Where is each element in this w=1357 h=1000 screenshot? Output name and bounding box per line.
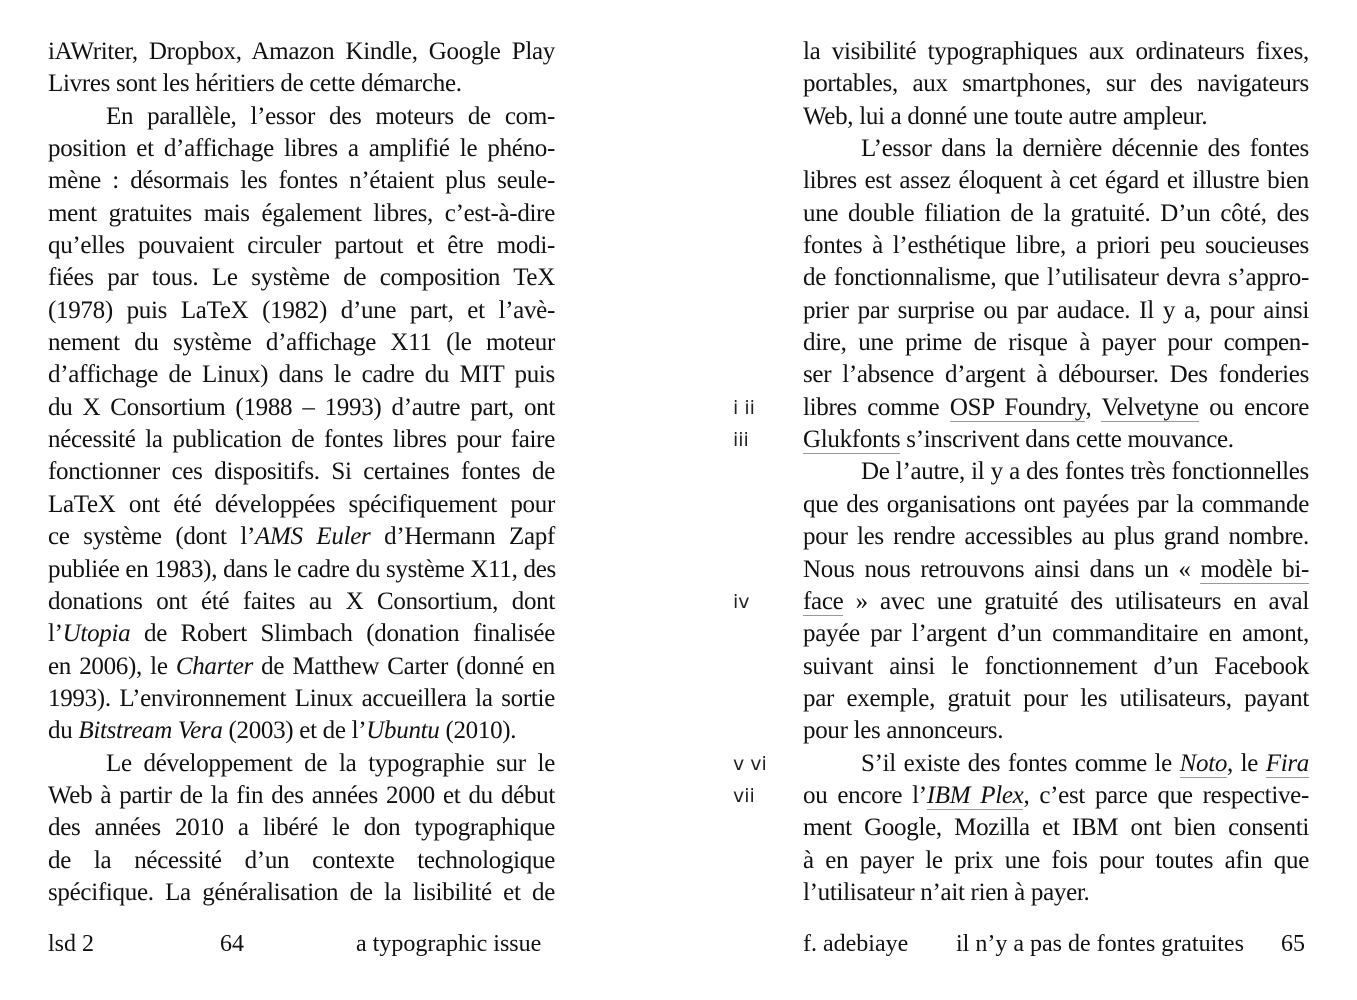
- reference-link[interactable]: IBM Plex: [926, 781, 1024, 809]
- emphasis-text: Charter: [175, 652, 253, 680]
- text-line: [48, 262, 555, 294]
- text-segment: L’essor dans la dernière décennie des fontes: [861, 135, 1309, 163]
- text-segment: l’utilisateur n’ait rien à payer.: [803, 878, 1090, 906]
- text-segment: ment gratuites mais également libres, c’est-à-dire: [48, 199, 555, 227]
- margin-note-marker: vii: [733, 785, 755, 808]
- text-line: [803, 165, 1309, 197]
- text-segment: donations ont été faites au X Consortium, dont: [48, 587, 555, 615]
- text-segment: que des organisations ont payées par la commande: [803, 490, 1309, 518]
- margin-note-marker: iv: [733, 590, 750, 613]
- text-segment: dire, une prime de risque à payer pour compen-: [803, 329, 1309, 357]
- text-segment: qu’elles pouvaient circuler partout et être modi-: [48, 232, 555, 260]
- text-line: [803, 36, 1309, 68]
- left-page-body: [48, 36, 555, 909]
- text-segment: ment Google, Mozilla et IBM ont bien consenti: [803, 814, 1309, 842]
- text-segment: Web à partir de la fin des années 2000 et du début: [48, 781, 555, 809]
- text-line: [803, 489, 1309, 521]
- text-line: [803, 715, 1309, 747]
- text-segment: fiées par tous. Le système de composition TeX: [48, 264, 555, 292]
- text-segment: prier par surprise ou par audace. Il y a, pour ainsi: [803, 296, 1309, 324]
- text-line: [803, 586, 1309, 618]
- text-segment: De l’autre, il y a des fontes très fonctionnelles: [861, 458, 1309, 486]
- text-segment: (2010).: [439, 717, 517, 745]
- text-segment: S’il existe des fontes comme le: [861, 749, 1180, 777]
- text-line: [803, 101, 1309, 133]
- text-segment: par exemple, gratuit pour les utilisateurs, payant: [803, 684, 1309, 712]
- text-segment: d’affichage de Linux) dans le cadre du MIT puis: [48, 361, 555, 389]
- text-line: [803, 456, 1309, 488]
- text-line: [48, 359, 555, 391]
- reference-link[interactable]: modèle bi-: [1200, 555, 1309, 583]
- text-line: [803, 618, 1309, 650]
- margin-note-marker: iii: [733, 429, 749, 452]
- text-segment: nécessité la publication de fontes libres pour faire: [48, 426, 555, 454]
- text-segment: Nous nous retrouvons ainsi dans un «: [803, 555, 1201, 583]
- text-line: [48, 812, 555, 844]
- emphasis-text: AMS Euler: [255, 523, 371, 551]
- text-line: [803, 877, 1309, 909]
- text-segment: pour les annonceurs.: [803, 717, 1004, 745]
- text-line: [48, 198, 555, 230]
- text-line: [48, 715, 555, 747]
- text-line: [48, 780, 555, 812]
- text-segment: (2003) et de l’: [222, 717, 367, 745]
- text-segment: payée par l’argent d’un commanditaire en amont,: [803, 620, 1309, 648]
- text-line: [803, 68, 1309, 100]
- text-segment: en 2006), le: [48, 652, 176, 680]
- emphasis-text: Ubuntu: [366, 717, 440, 745]
- text-line: [48, 618, 555, 650]
- margin-note-marker: i ii: [733, 396, 755, 419]
- text-line: [48, 101, 555, 133]
- right-page-body: [803, 36, 1309, 909]
- text-segment: Web, lui a donné une toute autre ampleur.: [803, 102, 1208, 130]
- text-line: [48, 748, 555, 780]
- text-segment: libres comme: [803, 393, 950, 421]
- footer-article-title: il n’y a pas de fontes gratuites: [956, 931, 1244, 957]
- reference-link[interactable]: Noto: [1179, 749, 1228, 777]
- text-segment: LaTeX ont été développées spécifiquement pour: [48, 490, 555, 518]
- text-segment: ce système (dont l’: [48, 523, 256, 551]
- text-line: [48, 165, 555, 197]
- text-segment: Le développement de la typographie sur le: [106, 749, 555, 777]
- text-segment: libres est assez éloquent à cet égard et illustre bien: [803, 167, 1309, 195]
- text-line: [803, 133, 1309, 165]
- text-line: [48, 651, 555, 683]
- reference-link[interactable]: Velvetyne: [1101, 393, 1199, 421]
- emphasis-text: Bitstream Vera: [78, 717, 223, 745]
- text-segment: des années 2010 a libéré le don typographique: [48, 814, 555, 842]
- footer-author: f. adebiaye: [803, 931, 909, 957]
- text-line: [48, 36, 555, 68]
- footer-issue-title: a typographic issue: [356, 931, 542, 957]
- text-segment: fonctionner ces dispositifs. Si certaines fontes de: [48, 458, 555, 486]
- text-line: [48, 230, 555, 262]
- text-line: [48, 295, 555, 327]
- text-line: [48, 554, 555, 586]
- text-line: [48, 586, 555, 618]
- text-line: [48, 327, 555, 359]
- margin-note-marker: v vi: [733, 752, 767, 775]
- text-line: [48, 133, 555, 165]
- text-line: [803, 262, 1309, 294]
- footer-journal: lsd 2: [48, 931, 95, 957]
- text-line: [48, 456, 555, 488]
- text-line: [803, 683, 1309, 715]
- text-segment: fontes à l’esthétique libre, a priori peu soucieuses: [803, 232, 1309, 260]
- text-segment: de Robert Slimbach (donation finalisée: [130, 620, 555, 648]
- text-segment: pour les rendre accessibles au plus grand nombre.: [803, 523, 1309, 551]
- text-segment: mène : désormais les fontes n’étaient plus seule-: [48, 167, 555, 195]
- text-line: [803, 327, 1309, 359]
- text-line: [803, 845, 1309, 877]
- text-segment: une double filiation de la gratuité. D’un côté, des: [803, 199, 1309, 227]
- text-segment: ou encore l’: [803, 781, 927, 809]
- text-line: [803, 780, 1309, 812]
- footer-page-number-left: 64: [220, 931, 244, 957]
- text-segment: , le: [1227, 749, 1266, 777]
- footer-page-number-right: 65: [1281, 931, 1305, 957]
- text-line: [48, 683, 555, 715]
- text-segment: de fonctionnalisme, que l’utilisateur devra s’appro-: [803, 264, 1309, 292]
- text-line: [803, 651, 1309, 683]
- text-segment: position et d’affichage libres a amplifié le phéno-: [48, 135, 555, 163]
- text-segment: du: [48, 717, 79, 745]
- text-line: [803, 230, 1309, 262]
- text-line: [48, 521, 555, 553]
- text-segment: ser l’absence d’argent à débourser. Des fonderies: [803, 361, 1309, 389]
- text-segment: Livres sont les héritiers de cette démarche.: [48, 70, 462, 98]
- text-segment: s’inscrivent dans cette mouvance.: [900, 426, 1234, 454]
- text-line: [803, 392, 1309, 424]
- text-segment: ,: [1085, 393, 1102, 421]
- text-line: [48, 424, 555, 456]
- text-line: [803, 295, 1309, 327]
- text-segment: iAWriter, Dropbox, Amazon Kindle, Google Play: [48, 38, 555, 65]
- text-line: [48, 392, 555, 424]
- text-segment: d’Hermann Zapf: [370, 523, 555, 551]
- text-segment: , c’est parce que respective-: [1023, 781, 1309, 809]
- text-segment: portables, aux smartphones, sur des navigateurs: [803, 70, 1309, 98]
- reference-link[interactable]: Fira: [1265, 749, 1309, 777]
- text-segment: En parallèle, l’essor des moteurs de com-: [106, 102, 555, 130]
- text-segment: (1978) puis LaTeX (1982) d’une part, et l’avè-: [48, 296, 555, 324]
- text-segment: de la nécessité d’un contexte technologique: [48, 846, 555, 874]
- text-line: [48, 845, 555, 877]
- text-segment: de Matthew Carter (donné en: [252, 652, 555, 680]
- text-segment: l’: [48, 620, 63, 648]
- text-segment: publiée en 1983), dans le cadre du système X11, des: [48, 555, 556, 583]
- text-segment: 1993). L’environnement Linux accueillera la sortie: [48, 684, 555, 712]
- text-segment: spécifique. La généralisation de la lisibilité et de: [48, 878, 555, 906]
- emphasis-text: Utopia: [62, 620, 131, 648]
- text-segment: à en payer le prix une fois pour toutes afin que: [803, 846, 1309, 874]
- text-segment: du X Consortium (1988 – 1993) d’autre part, ont: [48, 393, 555, 421]
- text-line: [803, 812, 1309, 844]
- text-line: [48, 877, 555, 909]
- text-line: [803, 424, 1309, 456]
- text-line: [803, 521, 1309, 553]
- text-line: [803, 554, 1309, 586]
- text-line: [48, 68, 555, 100]
- text-segment: ou encore: [1198, 393, 1309, 421]
- text-line: [803, 359, 1309, 391]
- text-line: [803, 198, 1309, 230]
- reference-link[interactable]: Glukfonts: [803, 426, 901, 454]
- text-segment: la visibilité typographiques aux ordinateurs fixes,: [803, 38, 1309, 65]
- text-segment: nement du système d’affichage X11 (le moteur: [48, 329, 555, 357]
- text-line: [803, 748, 1309, 780]
- reference-link[interactable]: face: [803, 587, 844, 615]
- reference-link[interactable]: OSP Foundry: [949, 393, 1086, 421]
- text-line: [48, 489, 555, 521]
- text-segment: suivant ainsi le fonctionnement d’un Facebook: [803, 652, 1309, 680]
- text-segment: » avec une gratuité des utilisateurs en aval: [843, 587, 1309, 615]
